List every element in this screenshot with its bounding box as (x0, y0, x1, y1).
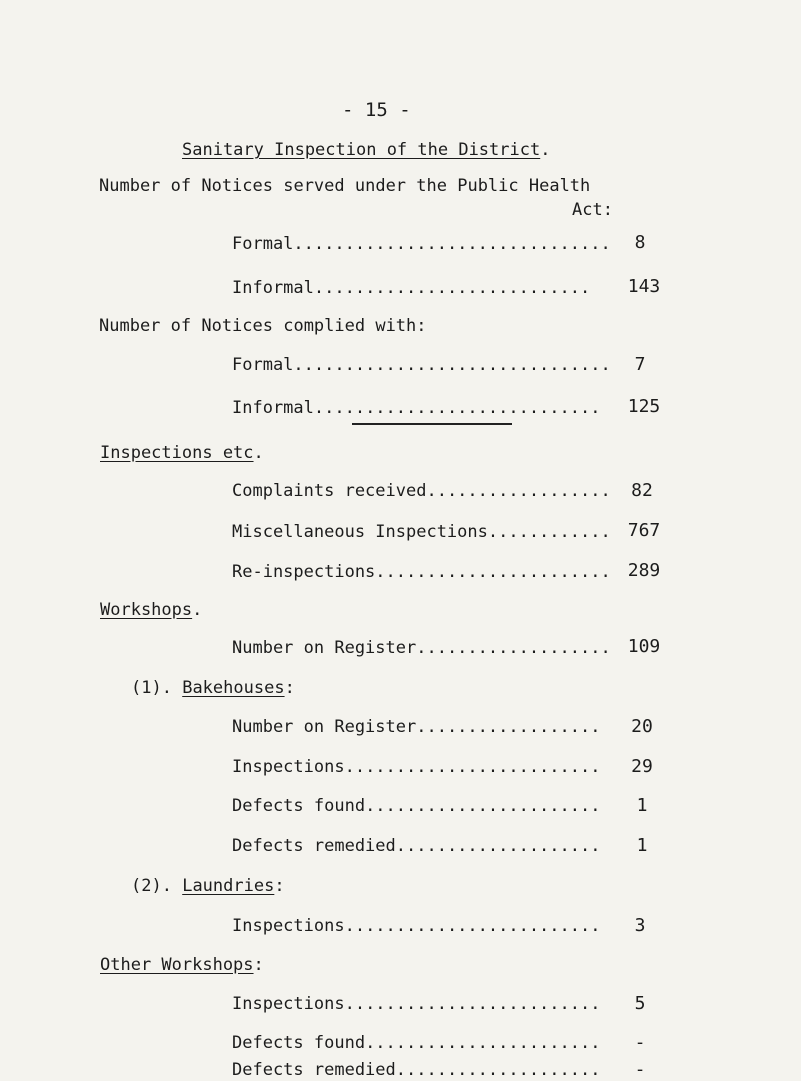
laundries-heading: (2). Laundries: (131, 876, 285, 896)
complied-formal-value: 7 (634, 354, 646, 375)
laundries-inspections-value: 3 (634, 915, 646, 936)
workshops-register-value: 109 (627, 636, 661, 657)
other-defects-found-label: Defects found....................... (232, 1033, 601, 1053)
section-title: Sanitary Inspection of the District. (182, 140, 551, 160)
notices-served-heading: Number of Notices served under the Public Health (99, 176, 591, 196)
other-defects-remedied-value: - (634, 1059, 646, 1080)
reinspections-value: 289 (627, 560, 661, 581)
inspections-heading: Inspections etc. (100, 443, 264, 463)
other-inspections-value: 5 (634, 993, 646, 1014)
other-defects-found-value: - (634, 1032, 646, 1053)
bakehouses-heading: (1). Bakehouses: (131, 678, 295, 698)
misc-inspections-label: Miscellaneous Inspections............ (232, 522, 611, 542)
misc-inspections-value: 767 (627, 520, 661, 541)
notices-complied-heading: Number of Notices complied with: (99, 316, 427, 336)
complied-informal-label: Informal............................ (232, 398, 601, 418)
bakehouses-defects-found-label: Defects found....................... (232, 796, 601, 816)
served-informal-label: Informal........................... (232, 278, 591, 298)
laundries-inspections-label: Inspections......................... (232, 916, 601, 936)
workshops-heading: Workshops. (100, 600, 203, 620)
other-inspections-label: Inspections......................... (232, 994, 601, 1014)
reinspections-label: Re-inspections....................... (232, 562, 611, 582)
complied-informal-value: 125 (627, 396, 661, 417)
page-number: - 15 - (342, 99, 411, 121)
notices-served-heading-cont: Act: (572, 200, 613, 220)
served-formal-label: Formal............................... (232, 234, 611, 254)
section-divider (352, 423, 512, 425)
bakehouses-defects-remedied-label: Defects remedied.................... (232, 836, 601, 856)
bakehouses-defects-found-value: 1 (636, 795, 648, 816)
other-workshops-heading: Other Workshops: (100, 955, 264, 975)
bakehouses-defects-remedied-value: 1 (636, 835, 648, 856)
workshops-register-label: Number on Register................... (232, 638, 611, 658)
complaints-value: 82 (631, 480, 653, 501)
other-defects-remedied-label: Defects remedied.................... (232, 1060, 601, 1080)
bakehouses-register-label: Number on Register.................. (232, 717, 601, 737)
complaints-label: Complaints received.................. (232, 481, 611, 501)
complied-formal-label: Formal............................... (232, 355, 611, 375)
bakehouses-inspections-label: Inspections......................... (232, 757, 601, 777)
served-formal-value: 8 (634, 232, 646, 253)
bakehouses-inspections-value: 29 (631, 756, 653, 777)
bakehouses-register-value: 20 (631, 716, 653, 737)
served-informal-value: 143 (627, 276, 661, 297)
